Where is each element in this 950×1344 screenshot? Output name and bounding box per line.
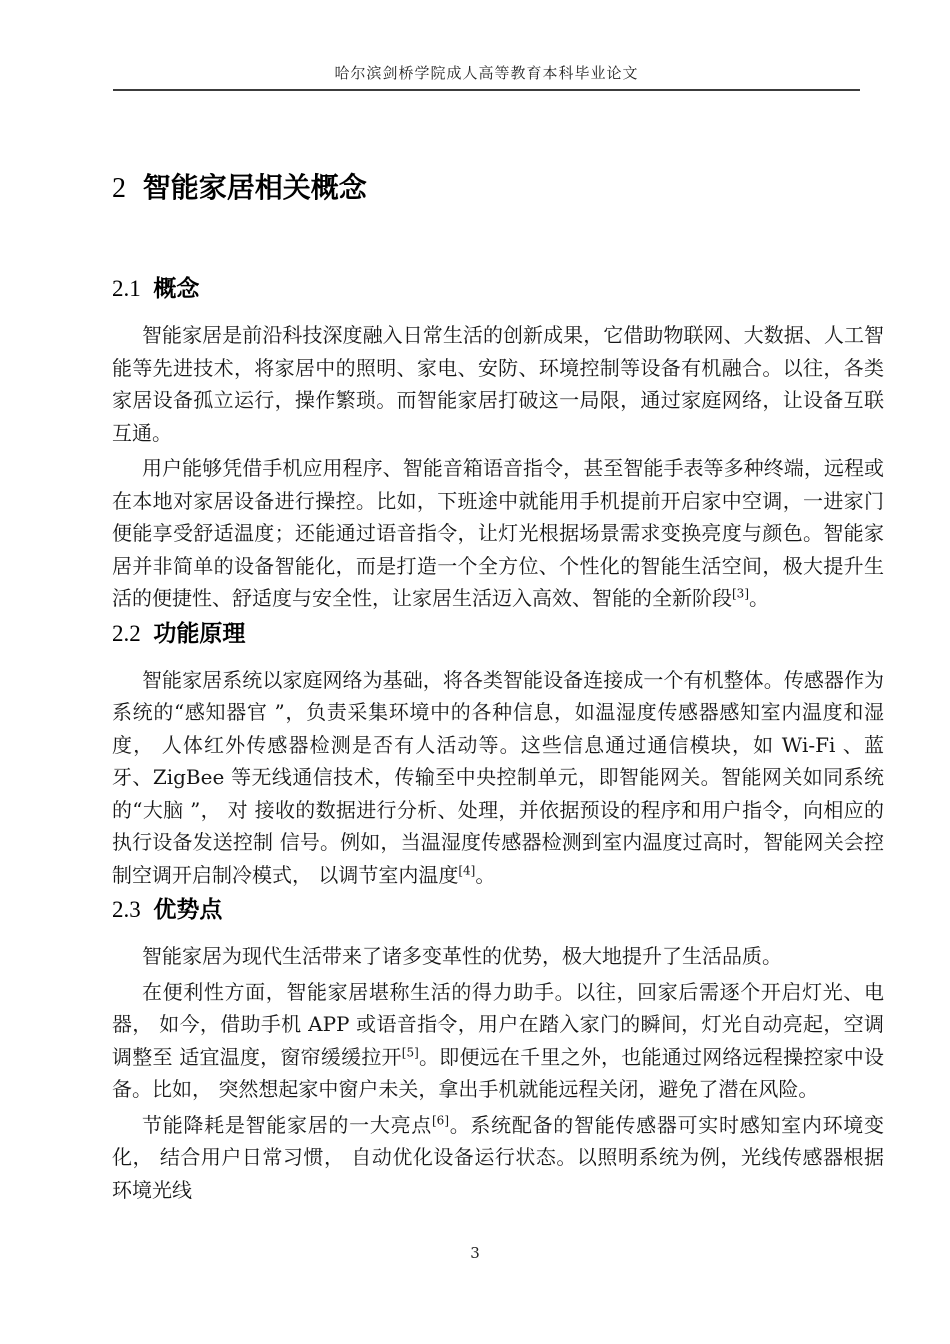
paragraph: 用户能够凭借手机应用程序、智能音箱语音指令，甚至智能手表等多种终端，远程或在本地对家居设备进行操控。比如，下班途中就能用手机提前开启家中空调，一进家门便能享受舒适温度；还能通过语音指令，让灯光根据场景需求变换亮度与颜色。智能家居并非简单的设备智能化，而是打造一个全方位、个性化的智能生活空间，极大提升生活的便捷性、舒适度与安全性，让家居生活迈入高效、智能的全新阶段[3]。	[112, 456, 884, 610]
page-footer	[0, 1244, 950, 1262]
section-number: 2.2	[112, 620, 141, 646]
section-number: 2.1	[112, 276, 141, 301]
chapter-title: 智能家居相关概念	[142, 171, 367, 204]
page-header	[113, 64, 860, 91]
chapter-number: 2	[112, 173, 126, 204]
section-number: 2.3	[112, 897, 141, 922]
section-title: 功能原理	[153, 620, 246, 647]
section-heading	[112, 894, 884, 926]
citation-ref: [6]	[432, 1112, 449, 1127]
section-heading	[112, 273, 884, 305]
paragraph: 智能家居是前沿科技深度融入日常生活的创新成果，它借助物联网、大数据、人工智能等先进技术，将家居中的照明、家电、安防、环境控制等设备有机融合。以往，各类家居设备孤立运行，操作繁琐。而智能家居打破这一局限，通过家庭网络，让设备互联互通。	[112, 323, 884, 445]
sections	[112, 273, 884, 1206]
section-title: 优势点	[153, 897, 223, 923]
header-title: 哈尔滨剑桥学院成人高等教育本科毕业论文	[334, 64, 639, 82]
citation-ref: [5]	[401, 1044, 419, 1059]
page-number: 3	[470, 1244, 480, 1262]
chapter-heading	[112, 170, 884, 207]
paragraph: 智能家居为现代生活带来了诸多变革性的优势，极大地提升了生活品质。	[142, 944, 782, 968]
citation-ref: [4]	[458, 862, 476, 877]
section-heading	[112, 618, 884, 650]
paragraph: 在便利性方面，智能家居堪称生活的得力助手。以往，回家后需逐个开启灯光、电器， 如今，借助手机 APP 或语音指令，用户在踏入家门的瞬间，灯光自动亮起，空调调整至 适宜温度，窗帘缓缓拉开[5]。即便远在千里之外，也能通过网络远程操控家中设备。比如， 突然想起家中窗户未关，拿出手机就能远程关闭，避免了潜在风险。	[112, 979, 885, 1101]
paragraph: 节能降耗是智能家居的一大亮点[6]。系统配备的智能传感器可实时感知室内环境变化， 结合用户日常习惯， 自动优化设备运行状态。以照明系统为例，光线传感器根据环境光线	[112, 1112, 884, 1202]
section-title: 概念	[153, 276, 200, 302]
paragraph: 智能家居系统以家庭网络为基础，将各类智能设备连接成一个有机整体。传感器作为系统的“感知器官 ”，负责采集环境中的各种信息，如温湿度传感器感知室内温度和湿度， 人体红外传感器检测是否有人活动等。这些信息通过通信模块，如 Wi-Fi 、蓝牙、ZigBee 等无线通信技术，传输至中央控制单元，即智能网关。智能网关如同系统的“大脑 ”， 对 接收的数据进行分析、处理，并依据预设的程序和用户指令，向相应的执行设备发送控制 信号。例如，当温湿度传感器检测到室内温度过高时，智能网关会控制空调开启制冷模式， 以调节室内温度[4]。	[112, 667, 884, 887]
citation-ref: [3]	[732, 586, 749, 601]
document-body	[112, 170, 884, 1209]
